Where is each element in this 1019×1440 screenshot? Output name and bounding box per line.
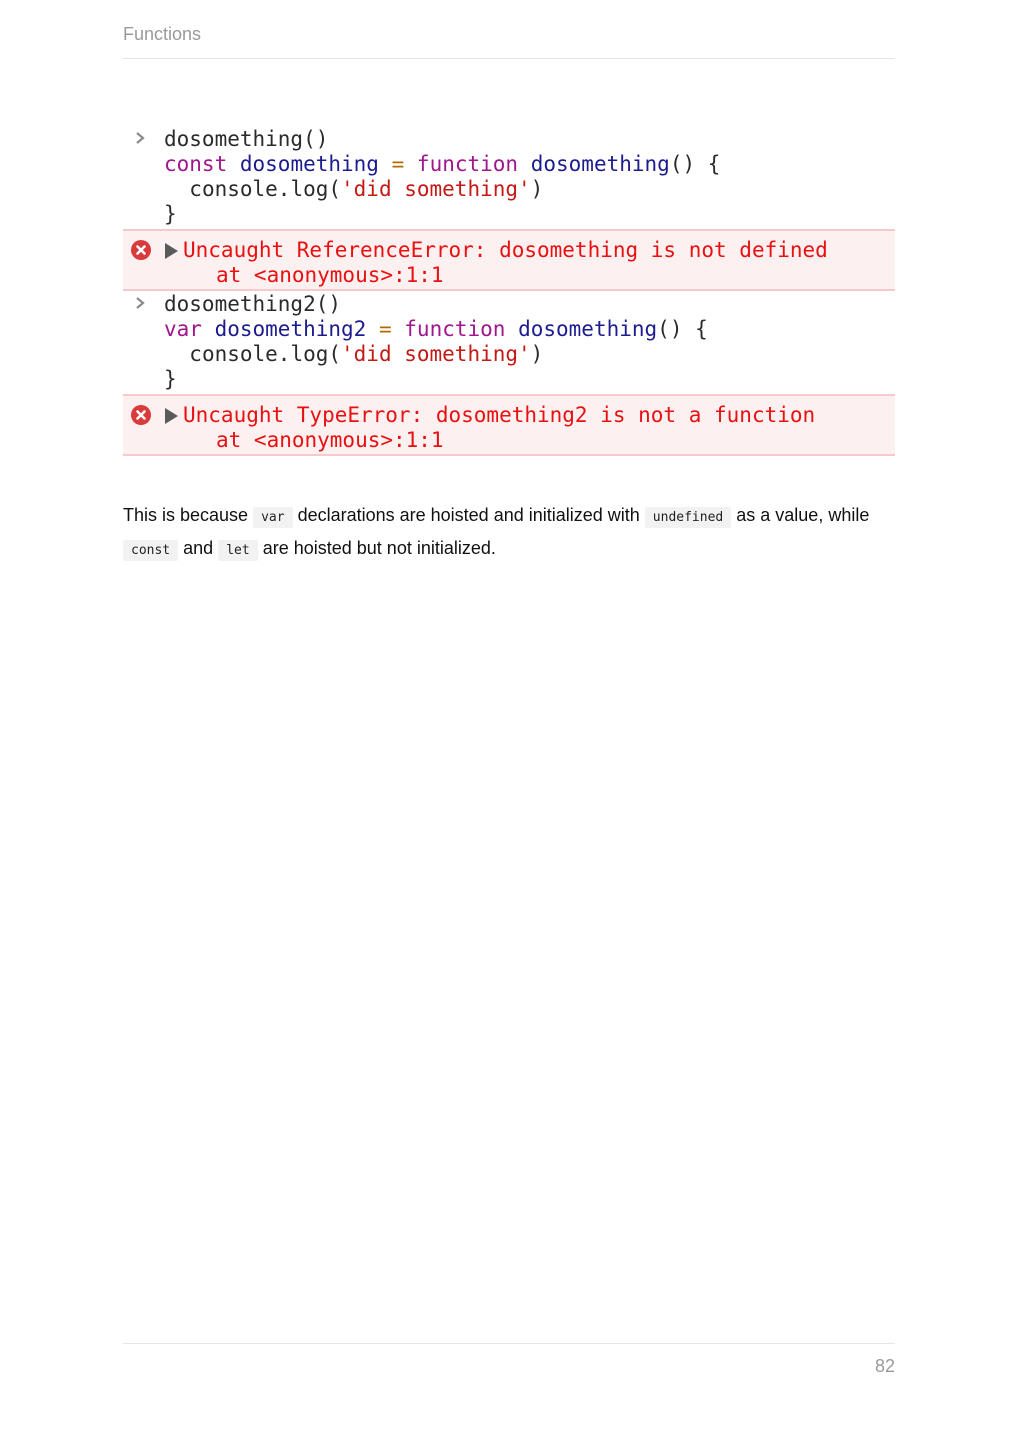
footer-divider <box>123 1343 895 1344</box>
code-keyword: function <box>416 152 519 176</box>
text-run: declarations are hoisted and initialized with <box>297 505 640 525</box>
devtools-console-screenshot <box>123 126 895 456</box>
code-identifier: dosomething <box>239 152 379 176</box>
code-identifier: dosomething2 <box>214 317 367 341</box>
error-stack-trace: at <anonymous>:1:1 <box>216 428 444 452</box>
code-string: 'did something' <box>341 342 531 366</box>
error-icon <box>131 240 151 260</box>
code-line <box>164 317 895 342</box>
inline-code-var: var <box>253 507 292 528</box>
code-call: console.log( <box>189 342 342 366</box>
chevron-right-icon <box>133 296 147 310</box>
header-divider <box>123 58 895 59</box>
inline-code-const: const <box>123 540 178 561</box>
console-input-entry <box>123 126 895 229</box>
error-message: Uncaught ReferenceError: dosomething is not defined <box>183 238 828 262</box>
inline-code-let: let <box>218 540 257 561</box>
code-line <box>164 177 895 202</box>
code-line: } <box>164 202 177 226</box>
code-line <box>164 152 895 177</box>
running-header: Functions <box>123 24 202 44</box>
text-run: are hoisted but not initialized. <box>262 538 496 558</box>
error-message: Uncaught TypeError: dosomething2 is not a function <box>183 403 816 427</box>
expand-triangle-icon[interactable] <box>165 408 178 424</box>
code-punct: () { <box>669 152 721 176</box>
console-input-entry <box>123 291 895 394</box>
code-identifier: dosomething <box>518 317 658 341</box>
code-line: dosomething() <box>164 127 329 151</box>
code-operator: = <box>378 317 392 341</box>
code-punct: () { <box>657 317 708 341</box>
expand-triangle-icon[interactable] <box>165 243 178 259</box>
code-line: dosomething2() <box>164 292 342 316</box>
console-error-entry <box>123 229 895 291</box>
code-string: 'did something' <box>341 177 531 201</box>
text-run: and <box>183 538 214 558</box>
text-run: This is because <box>123 505 249 525</box>
error-stack-trace: at <anonymous>:1:1 <box>216 263 444 287</box>
code-keyword: function <box>404 317 506 341</box>
chevron-right-icon <box>133 131 147 145</box>
error-icon <box>131 405 151 425</box>
code-call: console.log( <box>189 177 342 201</box>
code-operator: = <box>391 152 405 176</box>
text-run: as a value, while <box>736 505 870 525</box>
code-punct: ) <box>530 342 544 366</box>
console-error-entry <box>123 394 895 456</box>
page-number: 82 <box>874 1356 895 1376</box>
code-identifier: dosomething <box>530 152 670 176</box>
code-keyword: const <box>164 152 228 176</box>
code-line <box>164 342 895 367</box>
inline-code-undefined: undefined <box>645 507 731 528</box>
code-line: } <box>164 367 177 391</box>
code-punct: ) <box>530 177 544 201</box>
body-paragraph <box>123 500 895 566</box>
code-keyword: var <box>164 317 202 341</box>
